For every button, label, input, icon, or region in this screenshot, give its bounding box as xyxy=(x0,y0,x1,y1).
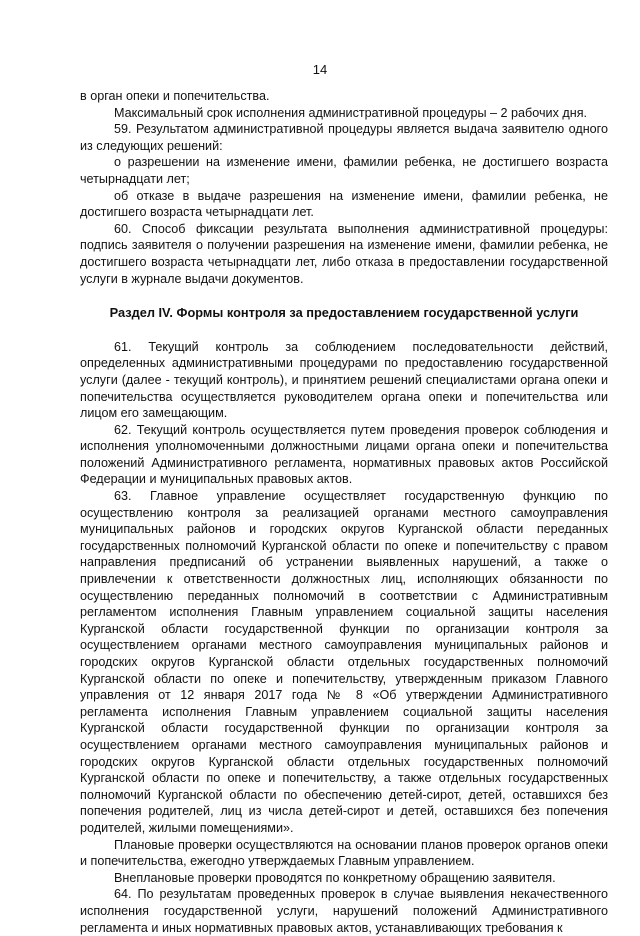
paragraph: 60. Способ фиксации результата выполнения административной процедуры: подпись заявителя о получении разрешения на изменение имени, фамилии ребенка, не достигшего возраста четырнадцати лет, либо отказа в предоставлении государственной услуги в журнале выдачи документов. xyxy=(80,221,608,286)
paragraph: 64. По результатам проведенных проверок в случае выявления некачественного исполнения государственной услуги, нарушений положений Административного регламента и иных нормативных правовых актов, устанавливающих требования к xyxy=(80,887,608,935)
paragraph: о разрешении на изменение имени, фамилии ребенка, не достигшего возраста четырнадцати лет; xyxy=(80,155,608,186)
paragraph: Плановые проверки осуществляются на основании планов проверок органов опеки и попечительства, ежегодно утверждаемых Главным управлением. xyxy=(80,837,608,869)
paragraph: 62. Текущий контроль осуществляется путем проведения проверок соблюдения и исполнения уполномоченными должностными лицами органа опеки и попечительства положений Административного регламента, нормативных правовых актов Российской Федерации и муниципальных правовых актов. xyxy=(80,422,608,487)
paragraph: 63. Главное управление осуществляет государственную функцию по осуществлению контроля за реализацией органами местного самоуправления муниципальных районов и городских округов Курганской области переданных государственных полномочий Курганской области по опеке и попечительству с правом направления предписаний об устранении выявленных нарушений, а также о привлечении к ответственности должностных лиц, исполняющих обязанности по осуществлению переданных полномочий в соответствии с Административным регламентом исполнения Главным управлением социальной защиты населения Курганской области государственной функции по организации контроля за осуществлением органами местного самоуправления муниципальных районов и городских округов Курганской области отдельных государственных полномочий Курганской области по опеке и попечительству, утвержденным приказом Главного управления от 12 января 2017 года № 8 «Об утверждении Административного регламента исполнения Главным управлением социальной защиты населения Курганской области государственной функции по организации контроля за осуществлением органами местного самоуправления муниципальных районов и городских округов Курганской области отдельных государственных полномочий Курганской области по опеке и попечительству, а также отдельных государственных полномочий Курганской области по обеспечению детей-сирот, детей, оставшихся без попечения родителей, лиц из числа детей-сирот и детей, оставшихся без попечения родителей, жилыми помещениями». xyxy=(80,489,608,835)
paragraph: 59. Результатом административной процедуры является выдача заявителю одного из следующих решений: xyxy=(80,122,608,153)
paragraph: в орган опеки и попечительства. xyxy=(80,89,270,103)
paragraph: Максимальный срок исполнения административной процедуры – 2 рабочих дня. xyxy=(114,105,588,120)
paragraph: об отказе в выдаче разрешения на изменение имени, фамилии ребенка, не достигшего возраста четырнадцати лет. xyxy=(80,188,608,220)
page-number: 14 xyxy=(312,62,328,77)
paragraph: Внеплановые проверки проводятся по конкретному обращению заявителя. xyxy=(114,870,556,885)
paragraph: 61. Текущий контроль за соблюдением последовательности действий, определенных административными процедурами по предоставлению государственной услуги (далее - текущий контроль), и принятием решений специалистами органа опеки и попечительства осуществляется руководителем органа опеки и попечительства или лицом его замещающим. xyxy=(80,339,608,421)
section-heading: Раздел IV. Формы контроля за предоставлением государственной услуги xyxy=(109,305,579,321)
document-body xyxy=(80,88,608,936)
